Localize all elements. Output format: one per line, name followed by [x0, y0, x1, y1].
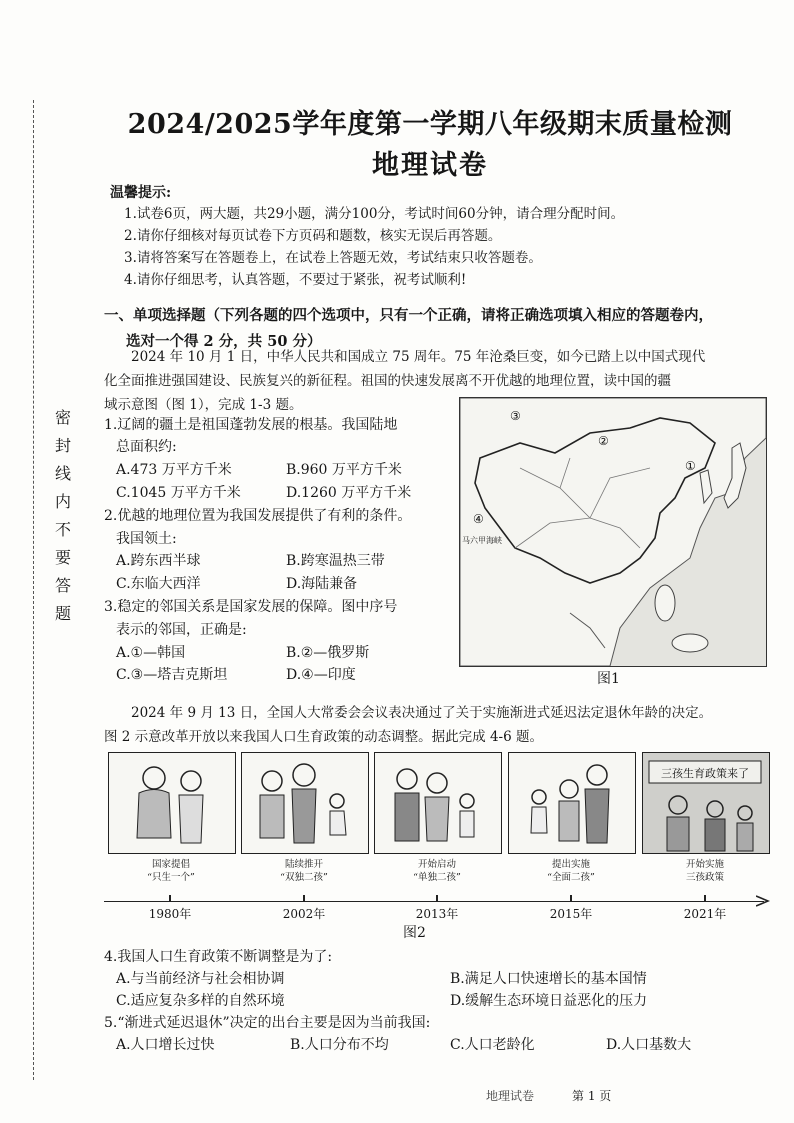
- china-territory-map: [459, 397, 767, 667]
- section-heading-line: 一、单项选择题（下列各题的四个选项中，只有一个正确，请将正确选项填入相应的答题卷内，: [104, 307, 713, 324]
- policy-caption: [374, 858, 500, 884]
- policy-caption-line: 开始启动: [417, 859, 456, 870]
- question-5-stem: 5.“渐进式延迟退休”决定的出台主要是因为当前我国:: [104, 1015, 431, 1031]
- seal-char: 密: [54, 408, 71, 427]
- policy-caption: [241, 858, 367, 884]
- seal-char: 线: [54, 464, 71, 483]
- timeline-tick: [570, 895, 572, 902]
- option-d: D.缓解生态环境日益恶化的压力: [450, 993, 648, 1009]
- question-1-stem: 总面积约:: [116, 439, 177, 455]
- seal-char: 内: [54, 492, 71, 511]
- option-a: A.跨东西半球: [116, 553, 201, 569]
- family-illustration: [109, 753, 235, 853]
- option-a: A.人口增长过快: [116, 1037, 215, 1053]
- family-illustration: [509, 753, 635, 853]
- policy-caption-line: 开始实施: [685, 859, 724, 870]
- family-illustration: [643, 753, 769, 853]
- tip-item: 1.试卷6页，两大题，共29小题，满分100分，考试时间60分钟，请合理分配时间。: [124, 206, 625, 222]
- timeline-tick: [704, 895, 706, 902]
- policy-panel-2002: [241, 752, 369, 854]
- option-a: A.①—韩国: [116, 645, 186, 661]
- seal-char: 要: [54, 548, 71, 567]
- map-marker: ②: [598, 434, 609, 448]
- option-b: B.②—俄罗斯: [286, 645, 370, 661]
- policy-caption: [508, 858, 634, 884]
- option-c: C.1045 万平方千米: [116, 485, 241, 501]
- tip-item: 3.请将答案写在答题卷上，在试卷上答题无效，考试结束只收答题卷。: [124, 250, 542, 266]
- passage-line: 域示意图（图 1），完成 1-3 题。: [104, 397, 303, 413]
- timeline-tick: [436, 895, 438, 902]
- exam-title: 2024/2025学年度第一学期八年级期末质量检测: [127, 109, 733, 140]
- timeline-year: 2013年: [415, 907, 459, 921]
- question-4-stem: 4.我国人口生育政策不断调整是为了:: [104, 949, 333, 965]
- option-b: B.满足人口快速增长的基本国情: [450, 971, 647, 987]
- policy-caption-line: “双独二孩”: [280, 872, 328, 883]
- policy-caption-line: 三孩政策: [685, 872, 724, 883]
- seal-dashed-line: [33, 100, 34, 1080]
- option-b: B.人口分布不均: [290, 1037, 389, 1053]
- section-heading-line: 选对一个得 2 分，共 50 分）: [126, 333, 322, 350]
- option-d: D.人口基数大: [606, 1037, 692, 1053]
- option-a: A.与当前经济与社会相协调: [116, 971, 285, 987]
- timeline-tick: [169, 895, 171, 902]
- policy-caption: [642, 858, 768, 884]
- question-2-stem: 我国领土:: [116, 531, 177, 547]
- policy-caption: [108, 858, 234, 884]
- map-marker: ①: [685, 459, 696, 473]
- map-marker: ④: [473, 512, 484, 526]
- footer-subject: 地理试卷: [486, 1089, 535, 1103]
- tip-item: 4.请你仔细思考，认真答题，不要过于紧张，祝考试顺利!: [124, 272, 467, 288]
- tip-item: 2.请你仔细核对每页试卷下方页码和题数，核实无误后再答题。: [124, 228, 502, 244]
- option-a: A.473 万平方千米: [116, 462, 232, 478]
- policy-timeline-axis: [104, 901, 764, 902]
- passage-line: 图 2 示意改革开放以来我国人口生育政策的动态调整。据此完成 4-6 题。: [104, 729, 543, 745]
- policy-caption-line: “单独二孩”: [413, 872, 461, 883]
- exam-subtitle: 地理试卷: [372, 150, 488, 181]
- policy-caption-line: 提出实施: [551, 859, 590, 870]
- tips-heading: 温馨提示:: [110, 185, 172, 201]
- option-c: C.③—塔吉克斯坦: [116, 667, 228, 683]
- seal-char: 封: [54, 436, 71, 455]
- timeline-year: 1980年: [148, 907, 192, 921]
- option-b: B.960 万平方千米: [286, 462, 402, 478]
- option-c: C.东临大西洋: [116, 576, 201, 592]
- timeline-year: 2021年: [683, 907, 727, 921]
- strait-label: 马六甲海峡: [462, 536, 502, 545]
- family-illustration: [375, 753, 501, 853]
- option-c: C.适应复杂多样的自然环境: [116, 993, 285, 1009]
- policy-caption-line: 陆续推开: [284, 859, 323, 870]
- question-1-stem: 1.辽阔的疆土是祖国蓬勃发展的根基。我国陆地: [104, 417, 398, 433]
- seal-char: 题: [54, 604, 71, 623]
- option-c: C.人口老龄化: [450, 1037, 535, 1053]
- policy-panel-2015: [508, 752, 636, 854]
- timeline-arrow-icon: [756, 895, 770, 907]
- policy-panel-2021: [642, 752, 770, 854]
- timeline-tick: [303, 895, 305, 902]
- map-drawing: [460, 398, 766, 666]
- passage-2: [104, 701, 774, 749]
- timeline-year: 2002年: [282, 907, 326, 921]
- policy-panel-2013: [374, 752, 502, 854]
- timeline-year: 2015年: [549, 907, 593, 921]
- option-d: D.1260 万平方千米: [286, 485, 412, 501]
- figure-2-caption: 图2: [403, 925, 426, 941]
- family-illustration: [242, 753, 368, 853]
- passage-line: 2024 年 10 月 1 日，中华人民共和国成立 75 周年。75 年沧桑巨变，如今已踏上以中国式现代: [131, 349, 706, 365]
- question-3-stem: 3.稳定的邻国关系是国家发展的保障。图中序号: [104, 599, 398, 615]
- option-d: D.④—印度: [286, 667, 356, 683]
- seal-char: 答: [54, 576, 71, 595]
- seal-char: 不: [54, 520, 71, 539]
- map-marker: ③: [510, 409, 521, 423]
- question-3-stem: 表示的邻国，正确是:: [116, 622, 247, 638]
- question-2-stem: 2.优越的地理位置为我国发展提供了有利的条件。: [104, 508, 412, 524]
- policy-banner-text: 三孩生育政策来了: [661, 767, 749, 780]
- policy-panel-1980: [108, 752, 236, 854]
- policy-caption-line: “全面二孩”: [547, 872, 595, 883]
- passage-line: 2024 年 9 月 13 日，全国人大常委会会议表决通过了关于实施渐进式延迟法定退休年龄的决定。: [131, 705, 713, 721]
- footer-page-number: 第 1 页: [572, 1089, 612, 1103]
- figure-1-caption: 图1: [597, 671, 620, 687]
- policy-caption-line: 国家提倡: [151, 859, 190, 870]
- option-b: B.跨寒温热三带: [286, 553, 385, 569]
- passage-line: 化全面推进强国建设、民族复兴的新征程。祖国的快速发展离不开优越的地理位置，读中国的疆: [104, 373, 671, 389]
- option-d: D.海陆兼备: [286, 576, 358, 592]
- seal-notice: [48, 410, 78, 634]
- policy-caption-line: “只生一个”: [147, 872, 195, 883]
